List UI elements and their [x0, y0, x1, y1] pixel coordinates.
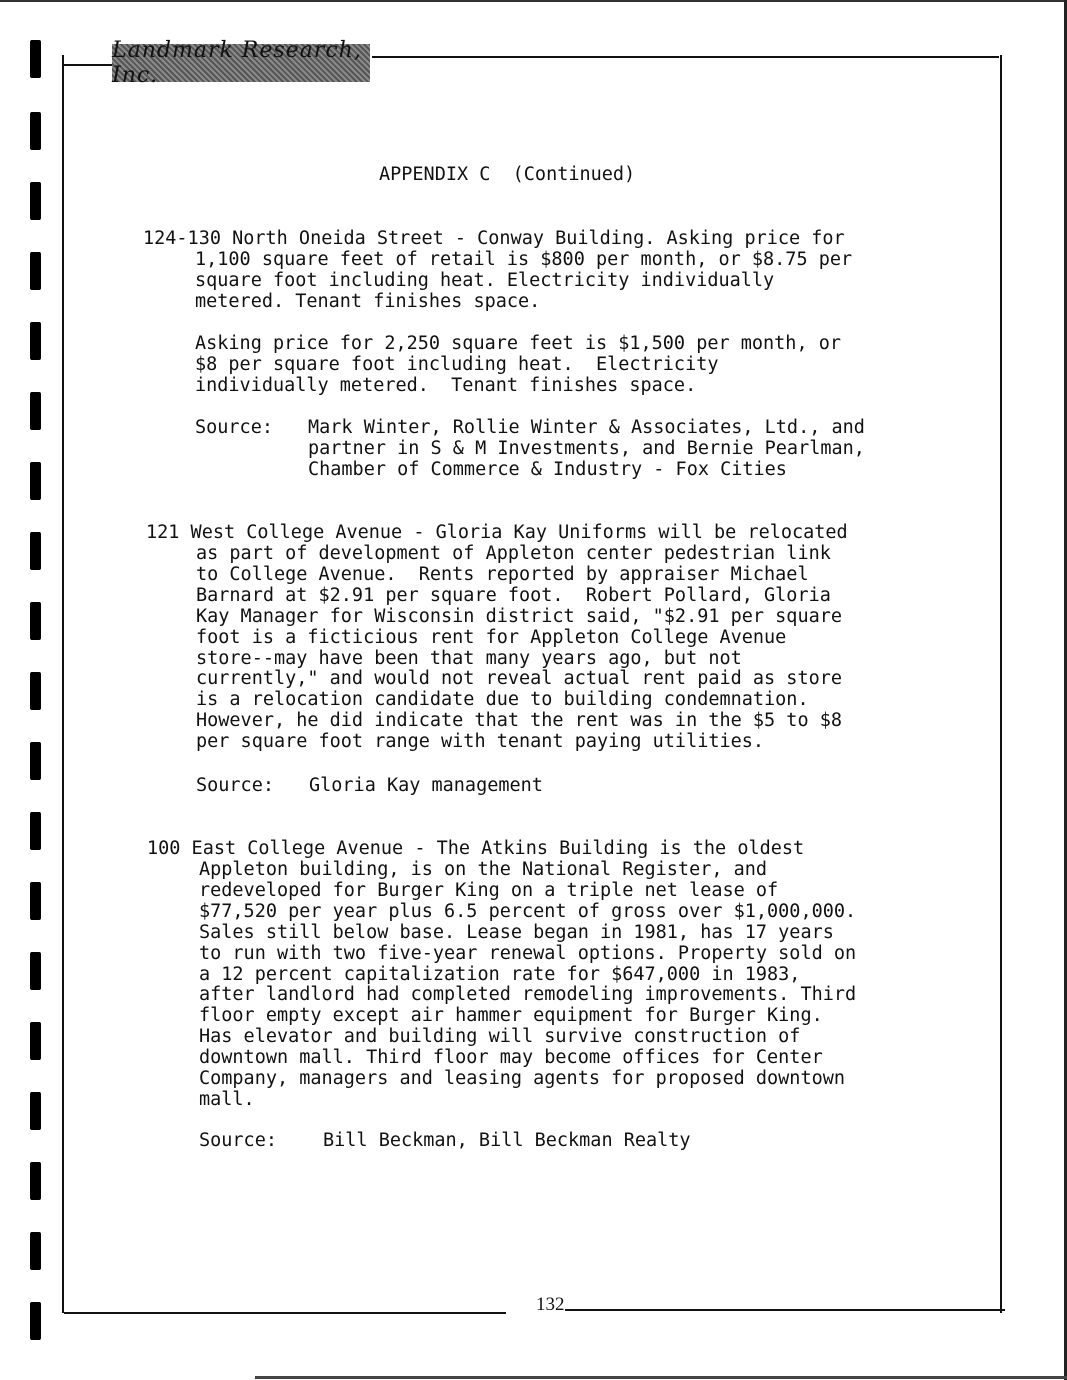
binder-hole	[30, 182, 41, 220]
entry-body: Appleton building, is on the National Register, and redeveloped for Burger King on a triple net lease of $77,520 per year plus 6.5 percent of gross over $1,000,000. Sales still below base. Lease began in 1981, has 17 years to run with two five-year renewal options. Property sold on a 12 percent capitalization rate for $647,000 in 1983, after landlord had completed remodeling improvements. Third floor empty except air hammer equipment for Burger King. Has elevator and building will survive construction of downtown mall. Third floor may become offices for Center Company, managers and leasing agents for proposed downtown mall.	[199, 859, 857, 1110]
entry-first-line: North Oneida Street - Conway Building. Asking price for	[220, 228, 845, 249]
binder-hole	[30, 882, 41, 920]
entry-heading-line	[143, 229, 845, 250]
binder-hole	[30, 532, 41, 570]
source-label: Source:	[199, 1130, 277, 1151]
source-text: Bill Beckman, Bill Beckman Realty	[323, 1130, 691, 1151]
frame-rule	[64, 1312, 506, 1314]
binder-hole	[30, 812, 41, 850]
entry-heading-line	[146, 523, 848, 544]
binder-hole	[30, 1092, 41, 1130]
entry-address-number: 121	[146, 522, 180, 543]
binder-hole	[30, 462, 41, 500]
entry-first-line: East College Avenue - The Atkins Building is the oldest	[180, 838, 805, 859]
binder-hole	[30, 602, 41, 640]
binder-hole	[30, 322, 41, 360]
binder-hole	[30, 1302, 41, 1340]
entry-body: 1,100 square feet of retail is $800 per month, or $8.75 per square foot including heat. Electricity individually metered. Tenant finishes space.	[195, 249, 853, 312]
entry-heading-line	[147, 839, 804, 860]
binder-hole	[30, 1162, 41, 1200]
binder-hole	[30, 1232, 41, 1270]
binder-hole	[30, 742, 41, 780]
binder-hole	[30, 392, 41, 430]
entry-address-number: 100	[147, 838, 181, 859]
logo-text: Landmark Research, Inc.	[112, 38, 362, 88]
page-number: 132	[536, 1294, 565, 1315]
scan-top-edge	[0, 0, 1067, 2]
binder-hole	[30, 252, 41, 290]
entry-body: as part of development of Appleton center pedestrian link to College Avenue. Rents reported by appraiser Michael Barnard at $2.91 per square foot. Robert Pollard, Gloria Kay Manager for Wisconsin district said, "$2.91 per square foot is a ficticious rent for Appleton College Avenue store--may have been that many years ago, but not currently," and would not reveal actual rent paid as store is a relocation candidate due to building condemnation. However, he did indicate that the rent was in the $5 to $8 per square foot range with tenant paying utilities.	[196, 543, 843, 753]
source-label: Source:	[196, 775, 274, 796]
binder-hole	[30, 1022, 41, 1060]
binder-hole	[30, 40, 41, 78]
source-label: Source:	[195, 417, 273, 438]
frame-rule	[62, 64, 112, 66]
scan-bottom-edge	[255, 1376, 1067, 1379]
binder-hole	[30, 112, 41, 150]
binder-hole	[30, 952, 41, 990]
page-title: APPENDIX C (Continued)	[379, 164, 636, 185]
source-text: Mark Winter, Rollie Winter & Associates, Ltd., and partner in S & M Investments, and Bernie Pearlman, Chamber of Commerce & Industry - Fox Cities	[308, 417, 865, 480]
entry-address-number: 124-130	[143, 228, 221, 249]
entry-paragraph: Asking price for 2,250 square feet is $1,500 per month, or $8 per square foot including heat. Electricity individually metered. Tenant finishes space.	[195, 333, 842, 396]
frame-rule	[565, 1309, 1005, 1311]
binder-hole	[30, 672, 41, 710]
company-logo	[112, 38, 370, 88]
entry-first-line: West College Avenue - Gloria Kay Uniforms will be relocated	[179, 522, 848, 543]
frame-rule	[372, 56, 999, 58]
source-text: Gloria Kay management	[309, 775, 543, 796]
